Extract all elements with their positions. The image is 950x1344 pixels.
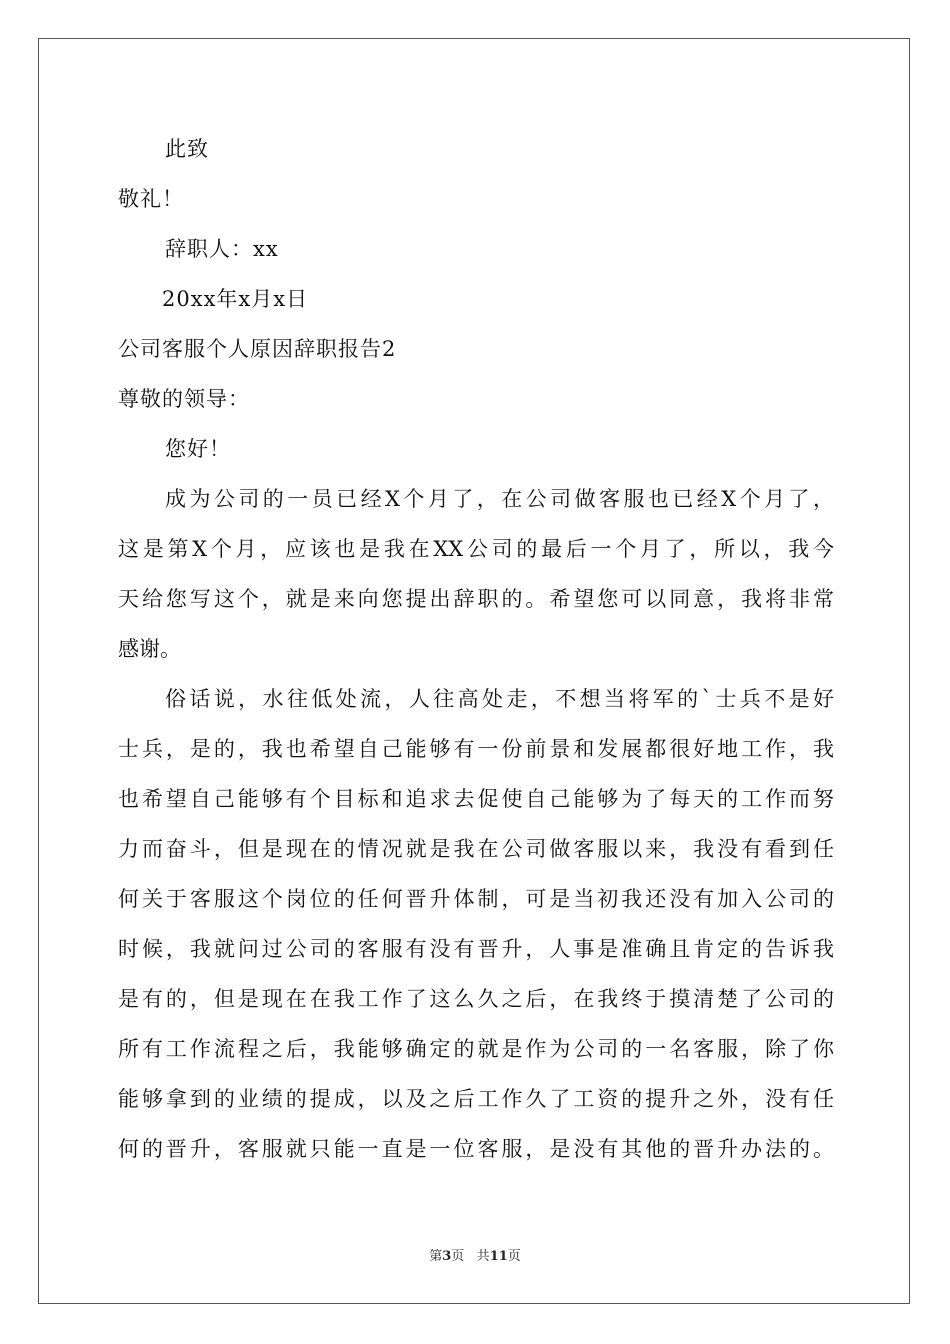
page-border <box>38 38 910 1304</box>
paragraph-line: 也希望自己能够有个目标和追求去促使自己能够为了每天的工作而努 <box>118 787 834 811</box>
paragraph-line: 力而奋斗，但是现在的情况就是我在公司做客服以来，我没有看到任 <box>118 837 834 861</box>
footer-page-suffix: 页 <box>451 1249 465 1264</box>
greeting: 尊敬的领导： <box>118 387 250 411</box>
closing-regards: 敬礼！ <box>118 187 184 211</box>
paragraph-line: 所有工作流程之后，我能够确定的就是作为公司的一名客服，除了你 <box>118 1037 834 1061</box>
footer-total-suffix: 页 <box>507 1249 521 1264</box>
closing-salutation: 此致 <box>165 137 209 161</box>
paragraph-line: 这是第X个月，应该也是我在XX公司的最后一个月了，所以，我今 <box>118 537 834 561</box>
paragraph-line: 何关于客服这个岗位的任何晋升体制，可是当初我还没有加入公司的 <box>118 887 834 911</box>
paragraph-line: 士兵，是的，我也希望自己能够有一份前景和发展都很好地工作，我 <box>118 737 834 761</box>
footer-total-prefix: 共 <box>476 1249 490 1264</box>
paragraph-line: 感谢。 <box>118 637 181 661</box>
paragraph-line: 天给您写这个，就是来向您提出辞职的。希望您可以同意，我将非常 <box>118 587 834 611</box>
section-title: 公司客服个人原因辞职报告2 <box>118 337 397 361</box>
hello-line: 您好！ <box>165 437 231 461</box>
paragraph-line: 是有的，但是现在在我工作了这么久之后，在我终于摸清楚了公司的 <box>118 987 834 1011</box>
paragraph-line: 成为公司的一员已经X个月了，在公司做客服也已经X个月了， <box>165 487 834 511</box>
footer-page-number: 3 <box>442 1249 452 1264</box>
footer-total-pages: 11 <box>489 1249 508 1264</box>
signer-line: 辞职人：xx <box>165 237 279 261</box>
paragraph-line: 何的晋升，客服就只能一直是一位客服，是没有其他的晋升办法的。 <box>118 1137 834 1161</box>
paragraph-line: 能够拿到的业绩的提成，以及之后工作久了工资的提升之外，没有任 <box>118 1087 834 1111</box>
footer-prefix: 第 <box>429 1249 443 1264</box>
paragraph-line: 俗话说，水往低处流，人往高处走，不想当将军的`士兵不是好 <box>165 687 834 711</box>
paragraph-line: 时候，我就问过公司的客服有没有晋升，人事是准确且肯定的告诉我 <box>118 937 834 961</box>
page-footer <box>0 1248 950 1266</box>
date-line: 20xx年x月x日 <box>162 287 309 311</box>
